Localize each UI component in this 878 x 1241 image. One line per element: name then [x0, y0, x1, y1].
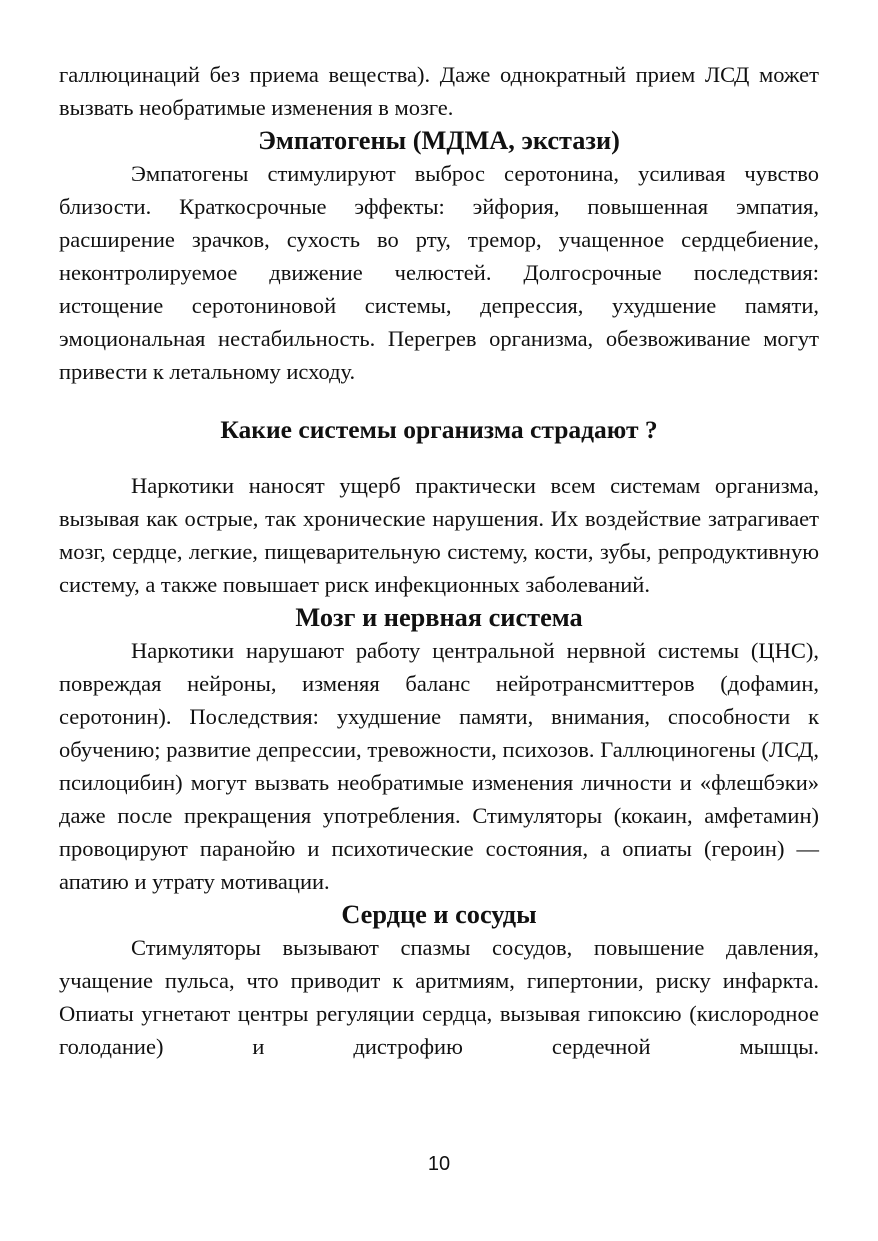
- continuation-paragraph: галлюцинаций без приема вещества). Даже однократный прием ЛСД может вызвать необратимые изменения в мозге.: [59, 62, 819, 120]
- empathogens-paragraph: Эмпатогены стимулируют выброс серотонина, усиливая чувство близости. Краткосрочные эффекты: эйфория, повышенная эмпатия, расширение зрачков, сухость во рту, тремор, учащенное сердцебиение, неконтролируемое движение челюстей. Долгосрочные последствия: истощение серотониновой системы, депрессия, ухудшение памяти, эмоциональная нестабильность. Перегрев организма, обезвоживание могут привести к летальному исходу.: [59, 161, 819, 384]
- brain-paragraph: Наркотики нарушают работу центральной нервной системы (ЦНС), повреждая нейроны, изменяя баланс нейротрансмиттеров (дофамин, серотонин). Последствия: ухудшение памяти, внимания, способности к обучению; развитие депрессии, тревожности, психозов. Галлюциногены (ЛСД, псилоцибин) могут вызвать необратимые изменения личности и «флешбэки» даже после прекращения употребления. Стимуляторы (кокаин, амфетамин) провоцируют паранойю и психотические состояния, а опиаты (героин) — апатию и утрату мотивации.: [59, 638, 819, 894]
- heart-paragraph: Стимуляторы вызывают спазмы сосудов, повышение давления, учащение пульса, что приводит к аритмиям, гипертонии, риску инфаркта. Опиаты угнетают центры регуляции сердца, вызывая гипоксию (кислородное голодание) и дистрофию сердечной мышцы.: [59, 935, 819, 1059]
- page-number: 10: [427, 1153, 451, 1175]
- heart-heading: Сердце и сосуды: [341, 900, 537, 929]
- systems-intro-paragraph: Наркотики наносят ущерб практически всем системам организма, вызывая как острые, так хронические нарушения. Их воздействие затрагивает мозг, сердце, легкие, пищеварительную систему, кости, зубы, репродуктивную систему, а также повышает риск инфекционных заболеваний.: [59, 473, 819, 597]
- brain-heading: Мозг и нервная система: [295, 603, 583, 632]
- systems-section-heading: Какие системы организма страдают ?: [220, 415, 658, 444]
- empathogens-heading: Эмпатогены (МДМА, экстази): [258, 126, 620, 155]
- document-page: [59, 58, 819, 1063]
